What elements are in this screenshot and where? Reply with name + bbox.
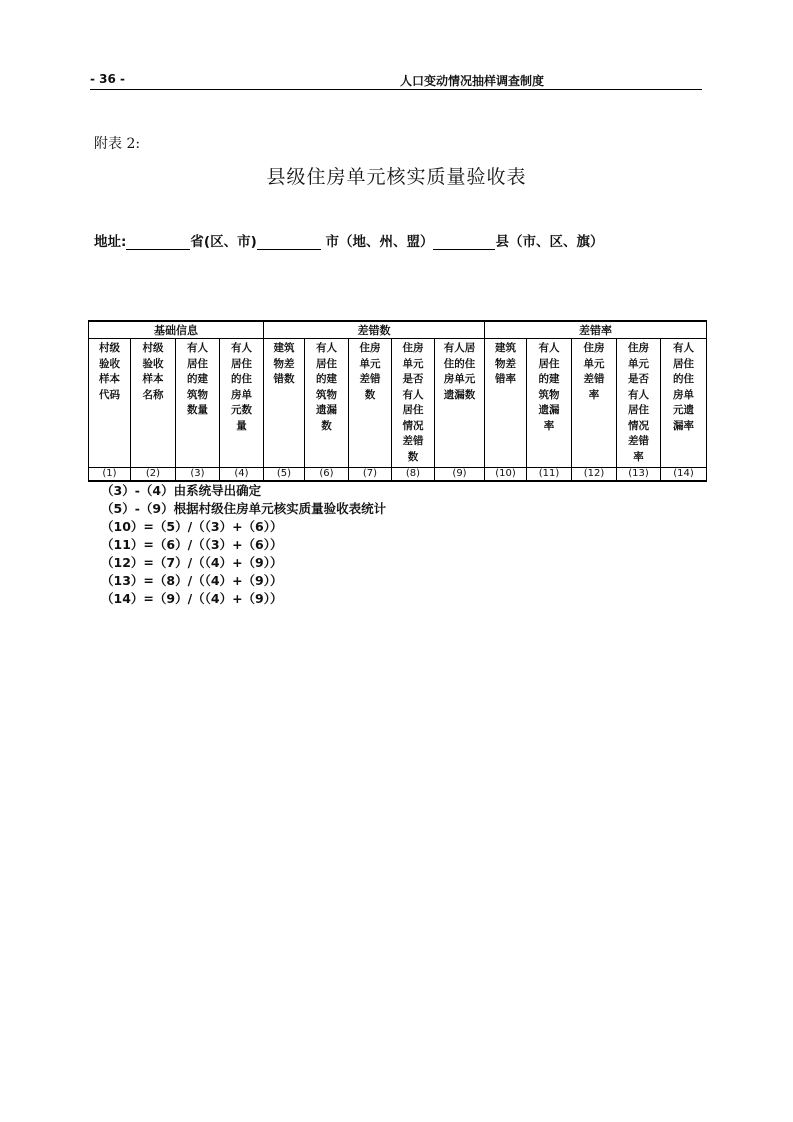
group-basic-info: 基础信息: [89, 321, 264, 339]
column-number: (4): [220, 468, 264, 482]
column-header: 住房单元差错率: [572, 339, 617, 468]
verification-table: [88, 320, 707, 482]
address-label: 地址:: [94, 234, 127, 250]
column-number: (11): [527, 468, 572, 482]
province-blank[interactable]: [126, 235, 190, 250]
column-header: 住房单元差错数: [349, 339, 392, 468]
column-number: (3): [176, 468, 220, 482]
column-number: (6): [305, 468, 349, 482]
county-blank[interactable]: [433, 235, 495, 250]
page-number: - 36 -: [90, 72, 126, 86]
column-header: 村级验收样本名称: [131, 339, 176, 468]
column-header: 建筑物差错率: [485, 339, 527, 468]
column-number: (14): [661, 468, 707, 482]
appendix-label: 附表 2:: [94, 136, 141, 152]
header-rule: [90, 89, 702, 90]
table-row: [89, 468, 707, 482]
column-header: 村级验收样本代码: [89, 339, 131, 468]
column-header: 住房单元是否有人居住情况差错数: [392, 339, 435, 468]
county-suffix: 县（市、区、旗）: [495, 234, 604, 250]
column-number: (9): [435, 468, 485, 482]
column-header: 有人居住的建筑物遗漏率: [527, 339, 572, 468]
note-line: （14）=（9）/（（4）+（9））: [101, 591, 283, 606]
column-number: (13): [617, 468, 661, 482]
group-error-count: 差错数: [264, 321, 485, 339]
note-line: （5）-（9）根据村级住房单元核实质量验收表统计: [101, 501, 387, 516]
note-line: （10）=（5）/（（3）+（6））: [101, 519, 283, 534]
page-title: 县级住房单元核实质量验收表: [266, 166, 527, 188]
running-title: 人口变动情况抽样调查制度: [400, 74, 545, 88]
column-header: 建筑物差错数: [264, 339, 305, 468]
note-line: （13）=（8）/（（4）+（9））: [101, 573, 283, 588]
city-blank[interactable]: [257, 235, 321, 250]
column-number: (1): [89, 468, 131, 482]
notes: [101, 482, 386, 608]
column-number: (8): [392, 468, 435, 482]
column-number: (7): [349, 468, 392, 482]
address-line: [94, 230, 603, 250]
column-header: 有人居住的住房单元遗漏数: [435, 339, 485, 468]
column-number: (2): [131, 468, 176, 482]
column-number: (12): [572, 468, 617, 482]
group-error-rate: 差错率: [485, 321, 707, 339]
column-number: (5): [264, 468, 305, 482]
province-suffix: 省(区、市): [190, 234, 257, 250]
city-suffix: 市（地、州、盟）: [320, 234, 434, 250]
column-header: 有人居住的住房单元数量: [220, 339, 264, 468]
note-line: （12）=（7）/（（4）+（9））: [101, 555, 283, 570]
note-line: （3）-（4）由系统导出确定: [101, 483, 262, 498]
note-line: （11）=（6）/（（3）+（6））: [101, 537, 283, 552]
column-number: (10): [485, 468, 527, 482]
column-header: 住房单元是否有人居住情况差错率: [617, 339, 661, 468]
page-header: [90, 71, 702, 89]
column-header: 有人居住的建筑物遗漏数: [305, 339, 349, 468]
column-header: 有人居住的建筑物数量: [176, 339, 220, 468]
column-header: 有人居住的住房单元遗漏率: [661, 339, 707, 468]
